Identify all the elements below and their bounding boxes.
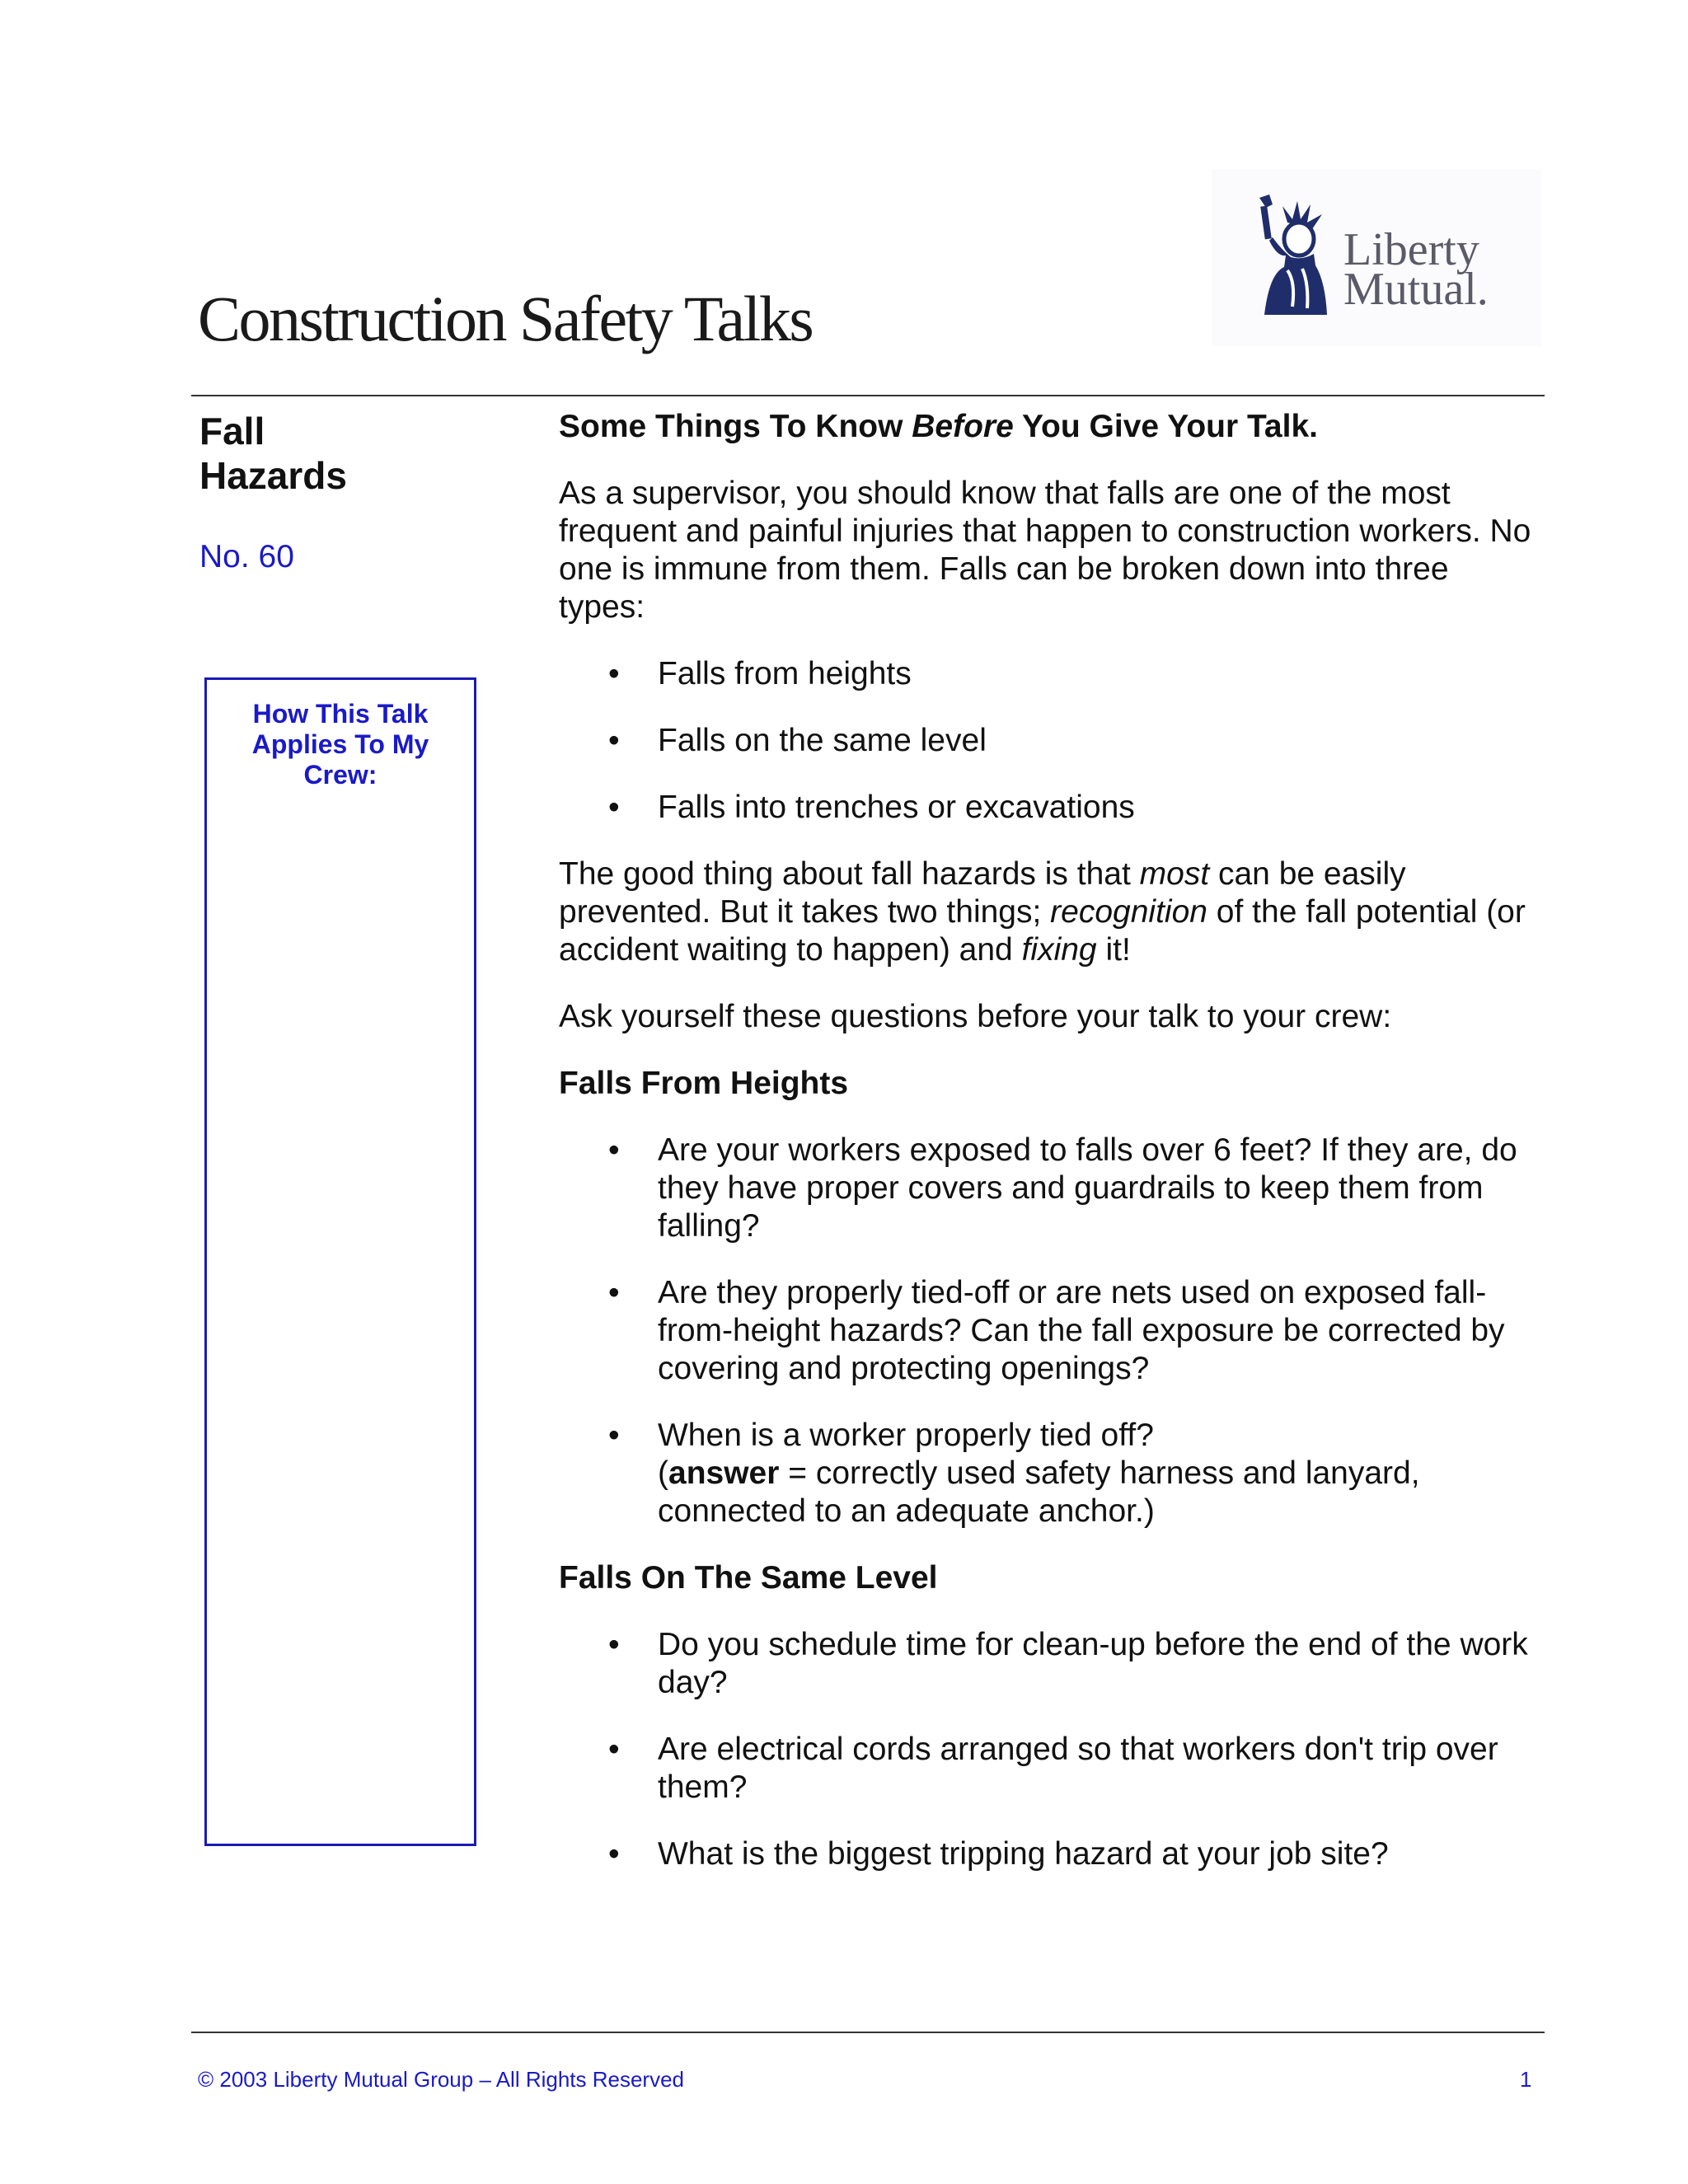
header-divider <box>191 395 1545 396</box>
bullet-icon: • <box>608 723 620 758</box>
text-run: of the fall potential (or accident waiting to happen) and <box>559 894 1526 968</box>
text-run: ( <box>658 1455 668 1491</box>
list-item <box>559 1731 1540 1807</box>
bullet-icon: • <box>608 1732 620 1767</box>
good-thing-paragraph <box>559 855 1540 969</box>
same-level-heading: Falls On The Same Level <box>559 1560 938 1596</box>
emphasis-recognition: recognition <box>1050 894 1207 930</box>
list-item-text: Falls on the same level <box>658 723 987 758</box>
fall-types-list <box>559 655 1540 827</box>
heading-emphasis: Before <box>912 409 1014 444</box>
list-item <box>559 722 1540 760</box>
crew-notes-label-line2: Applies To My <box>251 729 429 759</box>
heading-pre: Some Things To Know <box>559 409 912 444</box>
copyright-text: © 2003 Liberty Mutual Group – All Rights Reserved <box>198 2067 685 2092</box>
list-item <box>559 1626 1540 1702</box>
list-item-text: Are your workers exposed to falls over 6 feet? If they are, do they have proper covers and guardrails to keep them from falling? <box>658 1132 1517 1244</box>
crew-notes-label-line3: Crew: <box>303 760 377 790</box>
intro-paragraph: As a supervisor, you should know that falls are one of the most frequent and painful injuries that happen to construction workers. No one is immune from them. Falls can be broken down into three types: <box>559 476 1531 625</box>
ask-paragraph: Ask yourself these questions before your talk to your crew: <box>559 999 1392 1034</box>
talk-content <box>559 408 1540 1873</box>
text-run: When is a worker properly tied off? <box>658 1418 1154 1453</box>
emphasis-most: most <box>1139 856 1210 892</box>
crew-notes-label <box>207 699 474 790</box>
topic-title-line1: Fall <box>199 410 265 452</box>
bullet-icon: • <box>608 1275 620 1310</box>
list-item <box>559 1274 1540 1388</box>
emphasis-fixing: fixing <box>1021 932 1097 968</box>
logo-text-liberty: Liberty <box>1343 224 1479 275</box>
page-number: 1 <box>1520 2067 1532 2092</box>
list-item <box>559 1132 1540 1245</box>
topic-title-line2: Hazards <box>199 454 347 497</box>
bullet-icon: • <box>608 1418 620 1453</box>
page-title: Construction Safety Talks <box>198 283 813 354</box>
liberty-mutual-logo <box>1212 169 1541 346</box>
list-item <box>559 1417 1540 1530</box>
text-run: = correctly used safety harness and lanyard, connected to an adequate anchor.) <box>658 1455 1420 1529</box>
topic-title <box>199 409 347 498</box>
list-item-text: Falls into trenches or excavations <box>658 790 1135 825</box>
logo-text-mutual: Mutual. <box>1343 264 1489 315</box>
list-item <box>559 1835 1540 1873</box>
list-item-text: What is the biggest tripping hazard at your job site? <box>658 1836 1389 1872</box>
heading-post: You Give Your Talk. <box>1013 409 1318 444</box>
crew-notes-label-line1: How This Talk <box>252 699 429 729</box>
list-item-text: Do you schedule time for clean-up before the end of the work day? <box>658 1627 1528 1700</box>
footer-divider <box>191 2032 1545 2033</box>
bullet-icon: • <box>608 790 620 825</box>
talk-number: No. 60 <box>199 539 294 574</box>
bullet-icon: • <box>608 1627 620 1662</box>
text-run: it! <box>1096 932 1131 968</box>
heights-questions-list <box>559 1132 1540 1530</box>
list-item-text: Are electrical cords arranged so that workers don't trip over them? <box>658 1732 1498 1805</box>
bullet-icon: • <box>608 656 620 691</box>
list-item-text: Are they properly tied-off or are nets used on exposed fall-from-height hazards? Can the fall exposure be corrected by covering and protecting openings? <box>658 1275 1505 1386</box>
answer-label: answer <box>668 1455 780 1491</box>
crew-notes-box <box>204 677 476 1846</box>
section-heading <box>559 408 1540 446</box>
heights-heading: Falls From Heights <box>559 1066 849 1101</box>
bullet-icon: • <box>608 1836 620 1872</box>
list-item-text: Falls from heights <box>658 656 912 691</box>
list-item <box>559 655 1540 693</box>
same-level-questions-list <box>559 1626 1540 1873</box>
text-run: The good thing about fall hazards is that <box>559 856 1140 892</box>
list-item <box>559 789 1540 827</box>
text-run: can be easily prevented. But it takes two things; <box>559 856 1406 930</box>
statue-of-liberty-icon <box>1245 191 1335 315</box>
bullet-icon: • <box>608 1132 620 1168</box>
list-item-text <box>658 1418 1420 1529</box>
